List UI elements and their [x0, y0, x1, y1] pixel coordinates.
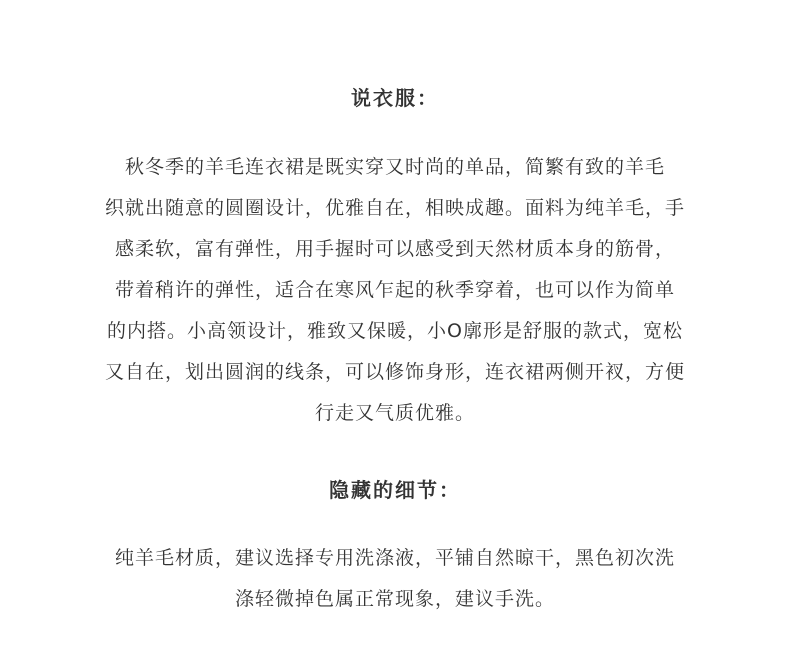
paragraph-line: 纯羊毛材质，建议选择专用洗涤液，平铺自然晾干，黑色初次洗 — [114, 547, 675, 569]
about-dress-paragraph — [0, 147, 790, 434]
paragraph-line: 感柔软，富有弹性，用手握时可以感受到天然材质本身的筋骨， — [114, 238, 675, 260]
paragraph-line: 又自在，划出圆润的线条，可以修饰身形，连衣裙两侧开衩，方便 — [104, 361, 685, 383]
paragraph-line: 涤轻微掉色属正常现象，建议手洗。 — [234, 588, 555, 610]
hidden-details-paragraph — [0, 538, 790, 620]
paragraph-line: 秋冬季的羊毛连衣裙是既实穿又时尚的单品，简繁有致的羊毛 — [124, 156, 665, 178]
section-title-about-dress: 说衣服： — [351, 86, 439, 110]
section-title-hidden-details: 隐藏的细节： — [329, 478, 461, 502]
paragraph-line: 行走又气质优雅。 — [314, 402, 475, 424]
paragraph-line: 带着稍许的弹性，适合在寒风乍起的秋季穿着，也可以作为简单 — [114, 279, 675, 301]
paragraph-line: 的内搭。小高领设计，雅致又保暖，小O廓形是舒服的款式，宽松 — [107, 320, 683, 342]
paragraph-line: 织就出随意的圆圈设计，优雅自在，相映成趣。面料为纯羊毛，手 — [104, 197, 685, 219]
